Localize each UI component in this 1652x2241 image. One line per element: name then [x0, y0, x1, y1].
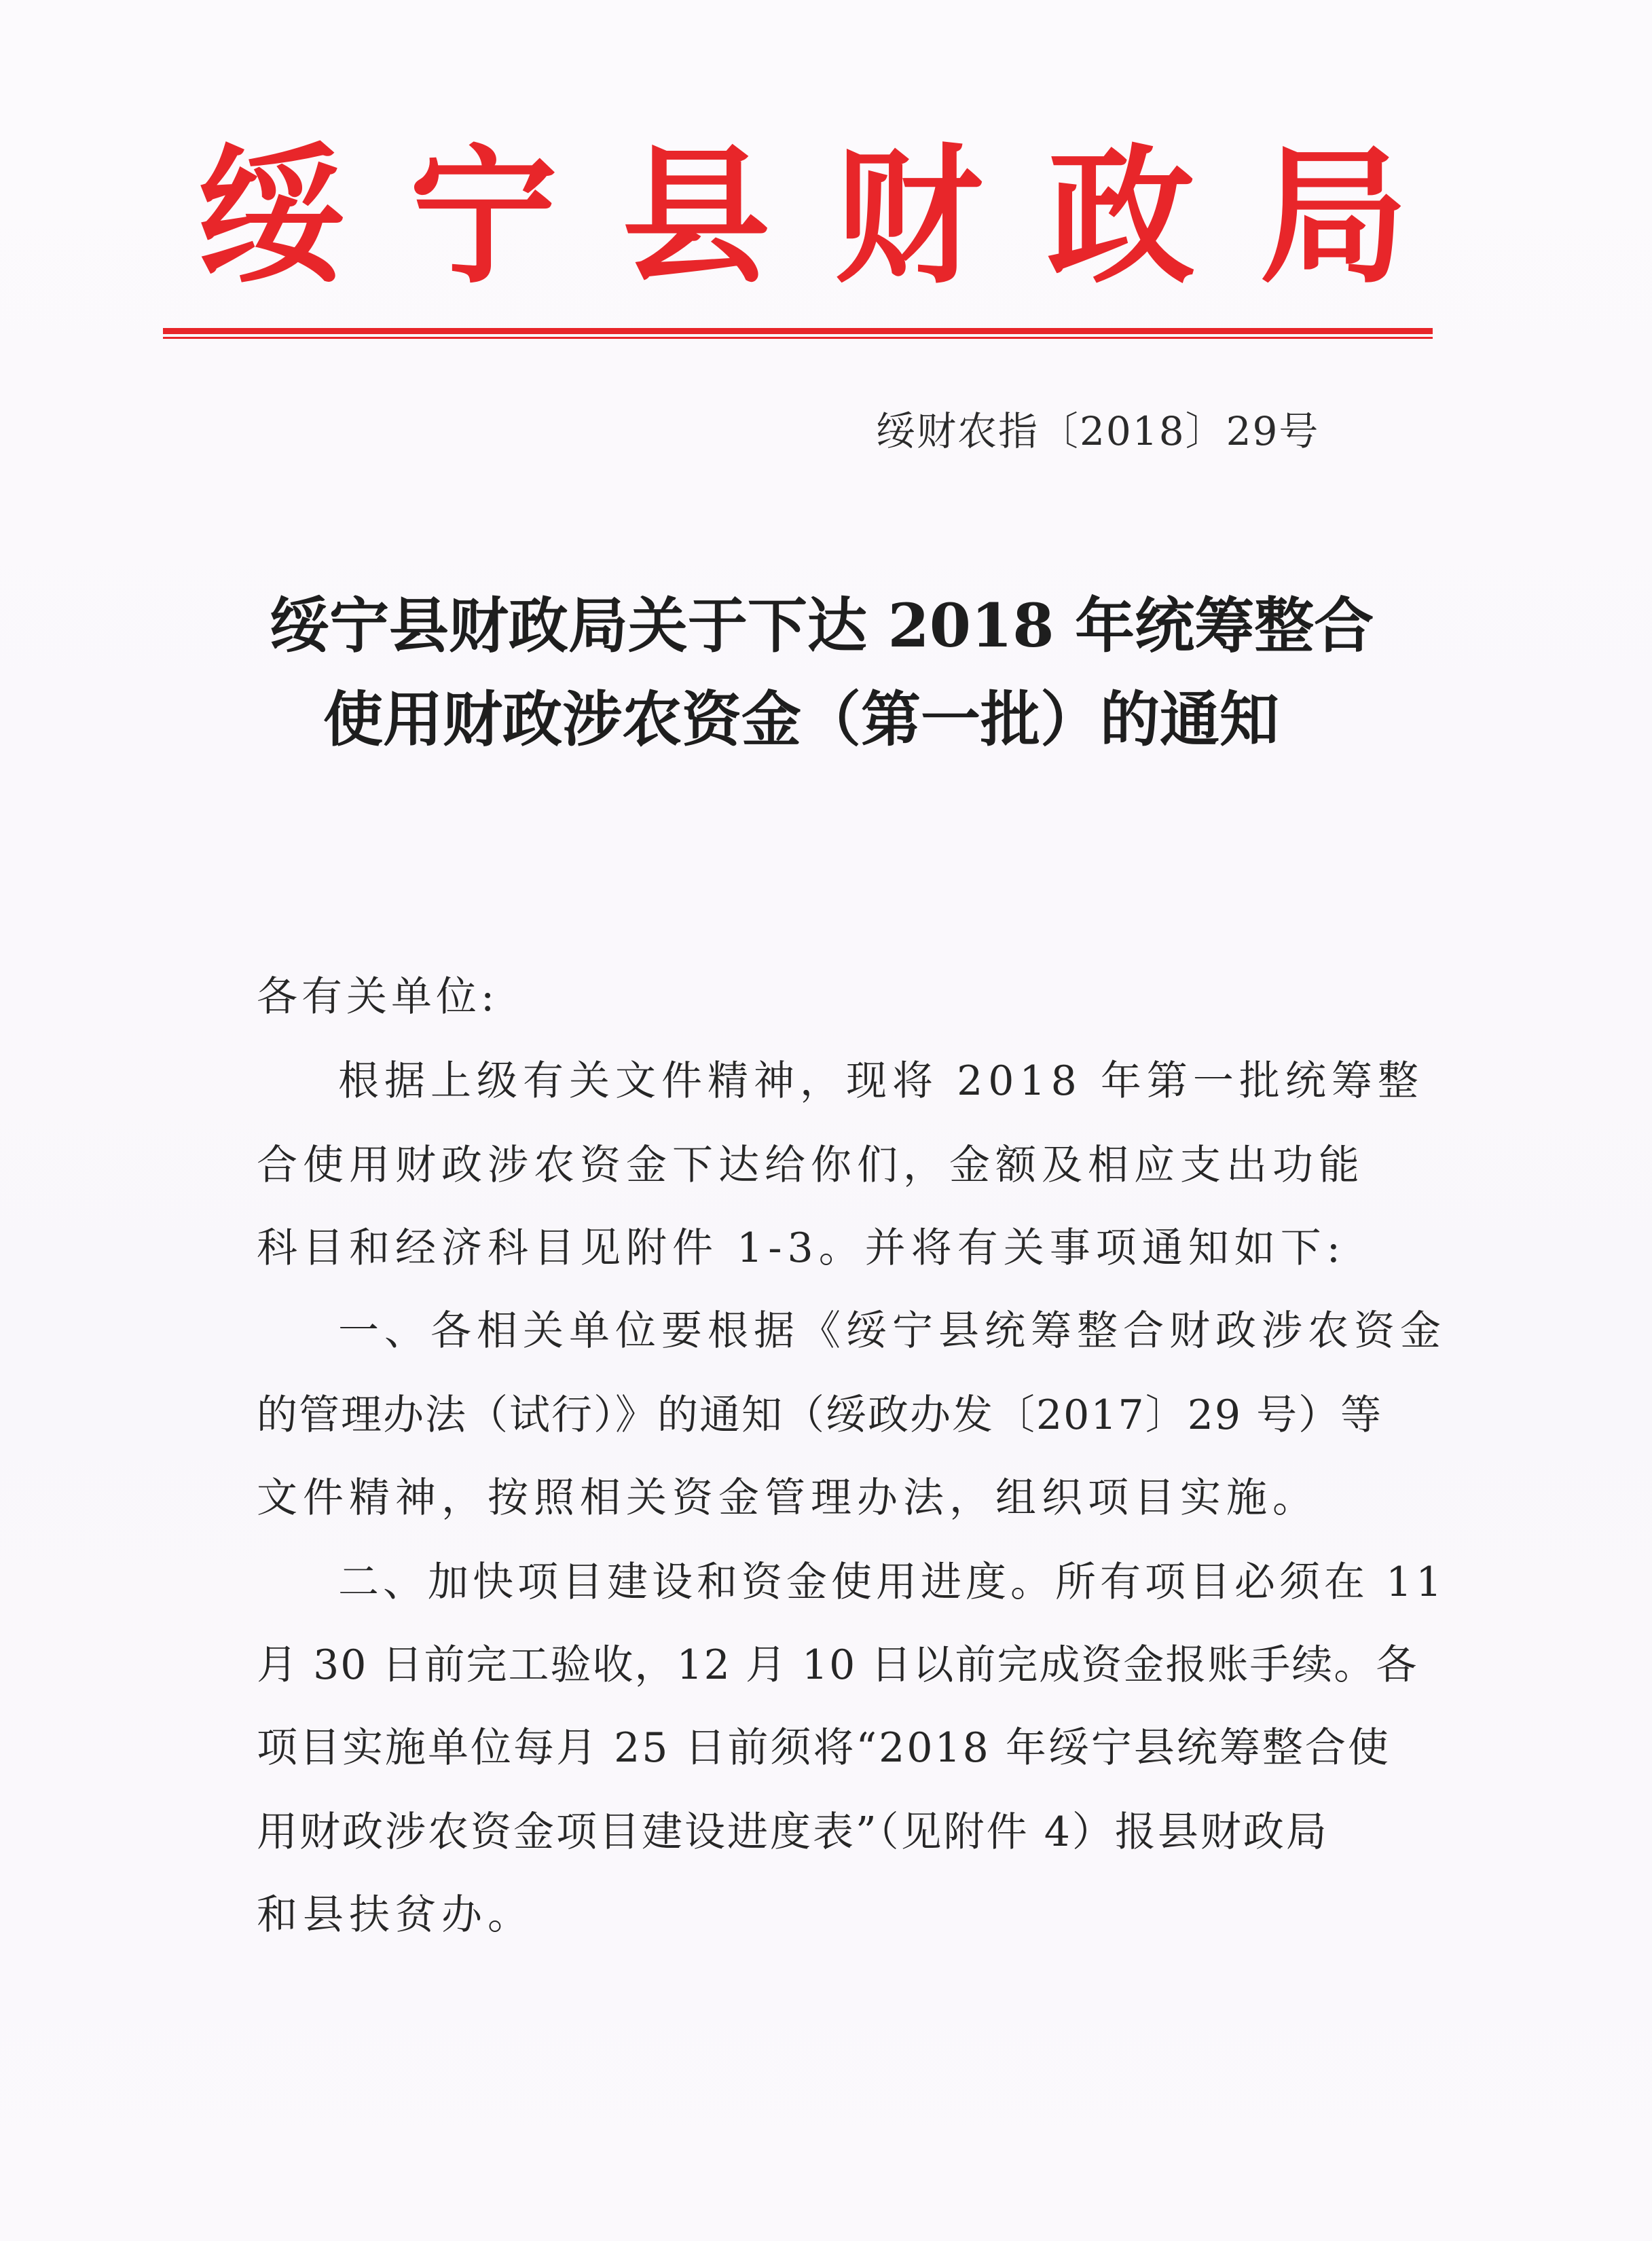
body-line: 项目实施单位每月 25 日前须将“2018 年绥宁县统筹整合使 [257, 1724, 1391, 1772]
document-title-line-2: 使用财政涉农资金（第一批）的通知 [323, 684, 1279, 754]
body-line: 科目和经济科目见附件 1-3。并将有关事项通知如下: [257, 1224, 1346, 1272]
body-line: 的管理办法（试行）》的通知（绥政办发〔2017〕29 号）等 [257, 1391, 1383, 1439]
body-line: 根据上级有关文件精神，现将 2018 年第一批统筹整 [338, 1057, 1424, 1105]
document-number: 绥财农指〔2018〕29号 [876, 408, 1320, 454]
body-line: 一、各相关单位要根据《绥宁县统筹整合财政涉农资金 [338, 1307, 1446, 1355]
agency-masthead: 绥宁县财政局 [197, 130, 1472, 304]
body-line: 月 30 日前完工验收，12 月 10 日以前完成资金报账手续。各 [257, 1641, 1418, 1689]
salutation: 各有关单位: [257, 973, 499, 1021]
document-title-line-1: 绥宁县财政局关于下达 2018 年统筹整合 [269, 590, 1374, 661]
body-line: 和县扶贫办。 [257, 1891, 534, 1939]
body-line: 文件精神，按照相关资金管理办法，组织项目实施。 [257, 1474, 1319, 1522]
masthead-red-rule-thin [163, 337, 1433, 339]
body-line: 合使用财政涉农资金下达给你们，金额及相应支出功能 [257, 1142, 1365, 1189]
body-line: 用财政涉农资金项目建设进度表”（见附件 4）报县财政局 [257, 1808, 1329, 1856]
masthead-red-rule [163, 328, 1433, 334]
body-line: 二、加快项目建设和资金使用进度。所有项目必须在 11 [338, 1559, 1446, 1606]
